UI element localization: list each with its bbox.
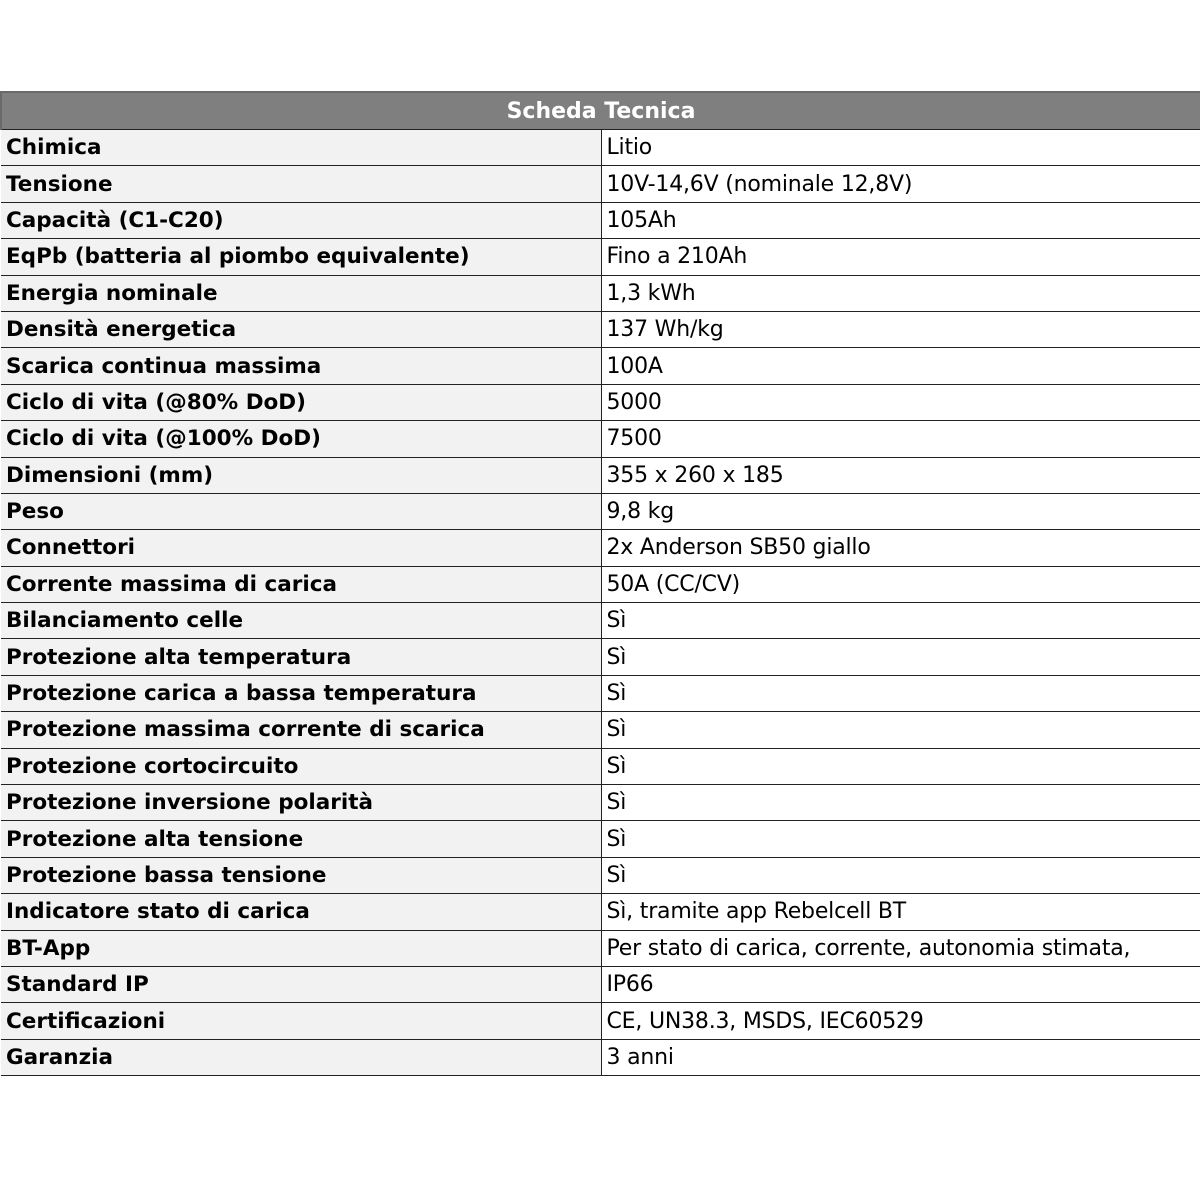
spec-value: 50A (CC/CV) [601, 566, 1200, 602]
spec-value: Sì [601, 748, 1200, 784]
spec-label: Standard IP [1, 966, 601, 1002]
table-title: Scheda Tecnica [1, 92, 1200, 130]
table-row [1, 966, 1200, 1002]
table-row [1, 712, 1200, 748]
spec-value: Fino a 210Ah [601, 239, 1200, 275]
spec-label: Garanzia [1, 1039, 601, 1075]
table-row [1, 785, 1200, 821]
spec-label: Energia nominale [1, 275, 601, 311]
table-body [1, 130, 1200, 1076]
spec-label: Certificazioni [1, 1003, 601, 1039]
spec-label: Scarica continua massima [1, 348, 601, 384]
spec-label: EqPb (batteria al piombo equivalente) [1, 239, 601, 275]
table-row [1, 530, 1200, 566]
spec-label: Capacità (C1-C20) [1, 202, 601, 238]
table-row [1, 421, 1200, 457]
table-row [1, 675, 1200, 711]
spec-label: Corrente massima di carica [1, 566, 601, 602]
spec-value: Sì [601, 821, 1200, 857]
spec-label: Peso [1, 493, 601, 529]
spec-label: Protezione carica a bassa temperatura [1, 675, 601, 711]
spec-value: Sì [601, 785, 1200, 821]
spec-value: Per stato di carica, corrente, autonomia stimata, [601, 930, 1200, 966]
spec-value: 10V-14,6V (nominale 12,8V) [601, 166, 1200, 202]
table-row [1, 493, 1200, 529]
spec-value: 100A [601, 348, 1200, 384]
spec-value: 355 x 260 x 185 [601, 457, 1200, 493]
spec-value: 5000 [601, 384, 1200, 420]
spec-value: 7500 [601, 421, 1200, 457]
spec-value: Litio [601, 130, 1200, 166]
spec-value: 9,8 kg [601, 493, 1200, 529]
table-row [1, 930, 1200, 966]
spec-label: Bilanciamento celle [1, 603, 601, 639]
table-row [1, 166, 1200, 202]
spec-label: Dimensioni (mm) [1, 457, 601, 493]
spec-value: CE, UN38.3, MSDS, IEC60529 [601, 1003, 1200, 1039]
spec-value: Sì [601, 603, 1200, 639]
table-row [1, 857, 1200, 893]
spec-table [0, 91, 1200, 1076]
table-row [1, 639, 1200, 675]
spec-value: Sì [601, 712, 1200, 748]
table-row [1, 202, 1200, 238]
table-row [1, 457, 1200, 493]
spec-label: Protezione massima corrente di scarica [1, 712, 601, 748]
table-row [1, 384, 1200, 420]
spec-label: Protezione inversione polarità [1, 785, 601, 821]
spec-value: 137 Wh/kg [601, 311, 1200, 347]
table-row [1, 603, 1200, 639]
spec-value: 1,3 kWh [601, 275, 1200, 311]
spec-label: Chimica [1, 130, 601, 166]
spec-label: Tensione [1, 166, 601, 202]
spec-value: Sì [601, 675, 1200, 711]
spec-label: Indicatore stato di carica [1, 894, 601, 930]
spec-label: Ciclo di vita (@80% DoD) [1, 384, 601, 420]
table-row [1, 566, 1200, 602]
spec-label: Ciclo di vita (@100% DoD) [1, 421, 601, 457]
table-row [1, 348, 1200, 384]
table-row [1, 1039, 1200, 1075]
spec-value: 2x Anderson SB50 giallo [601, 530, 1200, 566]
table-row [1, 748, 1200, 784]
spec-label: Protezione alta temperatura [1, 639, 601, 675]
table-row [1, 1003, 1200, 1039]
table-row [1, 239, 1200, 275]
spec-value: 105Ah [601, 202, 1200, 238]
table-row [1, 130, 1200, 166]
spec-value: Sì [601, 857, 1200, 893]
spec-value: Sì, tramite app Rebelcell BT [601, 894, 1200, 930]
table-header-row [1, 92, 1200, 130]
table-row [1, 275, 1200, 311]
table-row [1, 311, 1200, 347]
spec-value: Sì [601, 639, 1200, 675]
table-row [1, 821, 1200, 857]
spec-label: Connettori [1, 530, 601, 566]
spec-label: Densità energetica [1, 311, 601, 347]
spec-value: 3 anni [601, 1039, 1200, 1075]
spec-label: BT-App [1, 930, 601, 966]
spec-label: Protezione alta tensione [1, 821, 601, 857]
spec-value: IP66 [601, 966, 1200, 1002]
spec-label: Protezione bassa tensione [1, 857, 601, 893]
spec-label: Protezione cortocircuito [1, 748, 601, 784]
table-row [1, 894, 1200, 930]
